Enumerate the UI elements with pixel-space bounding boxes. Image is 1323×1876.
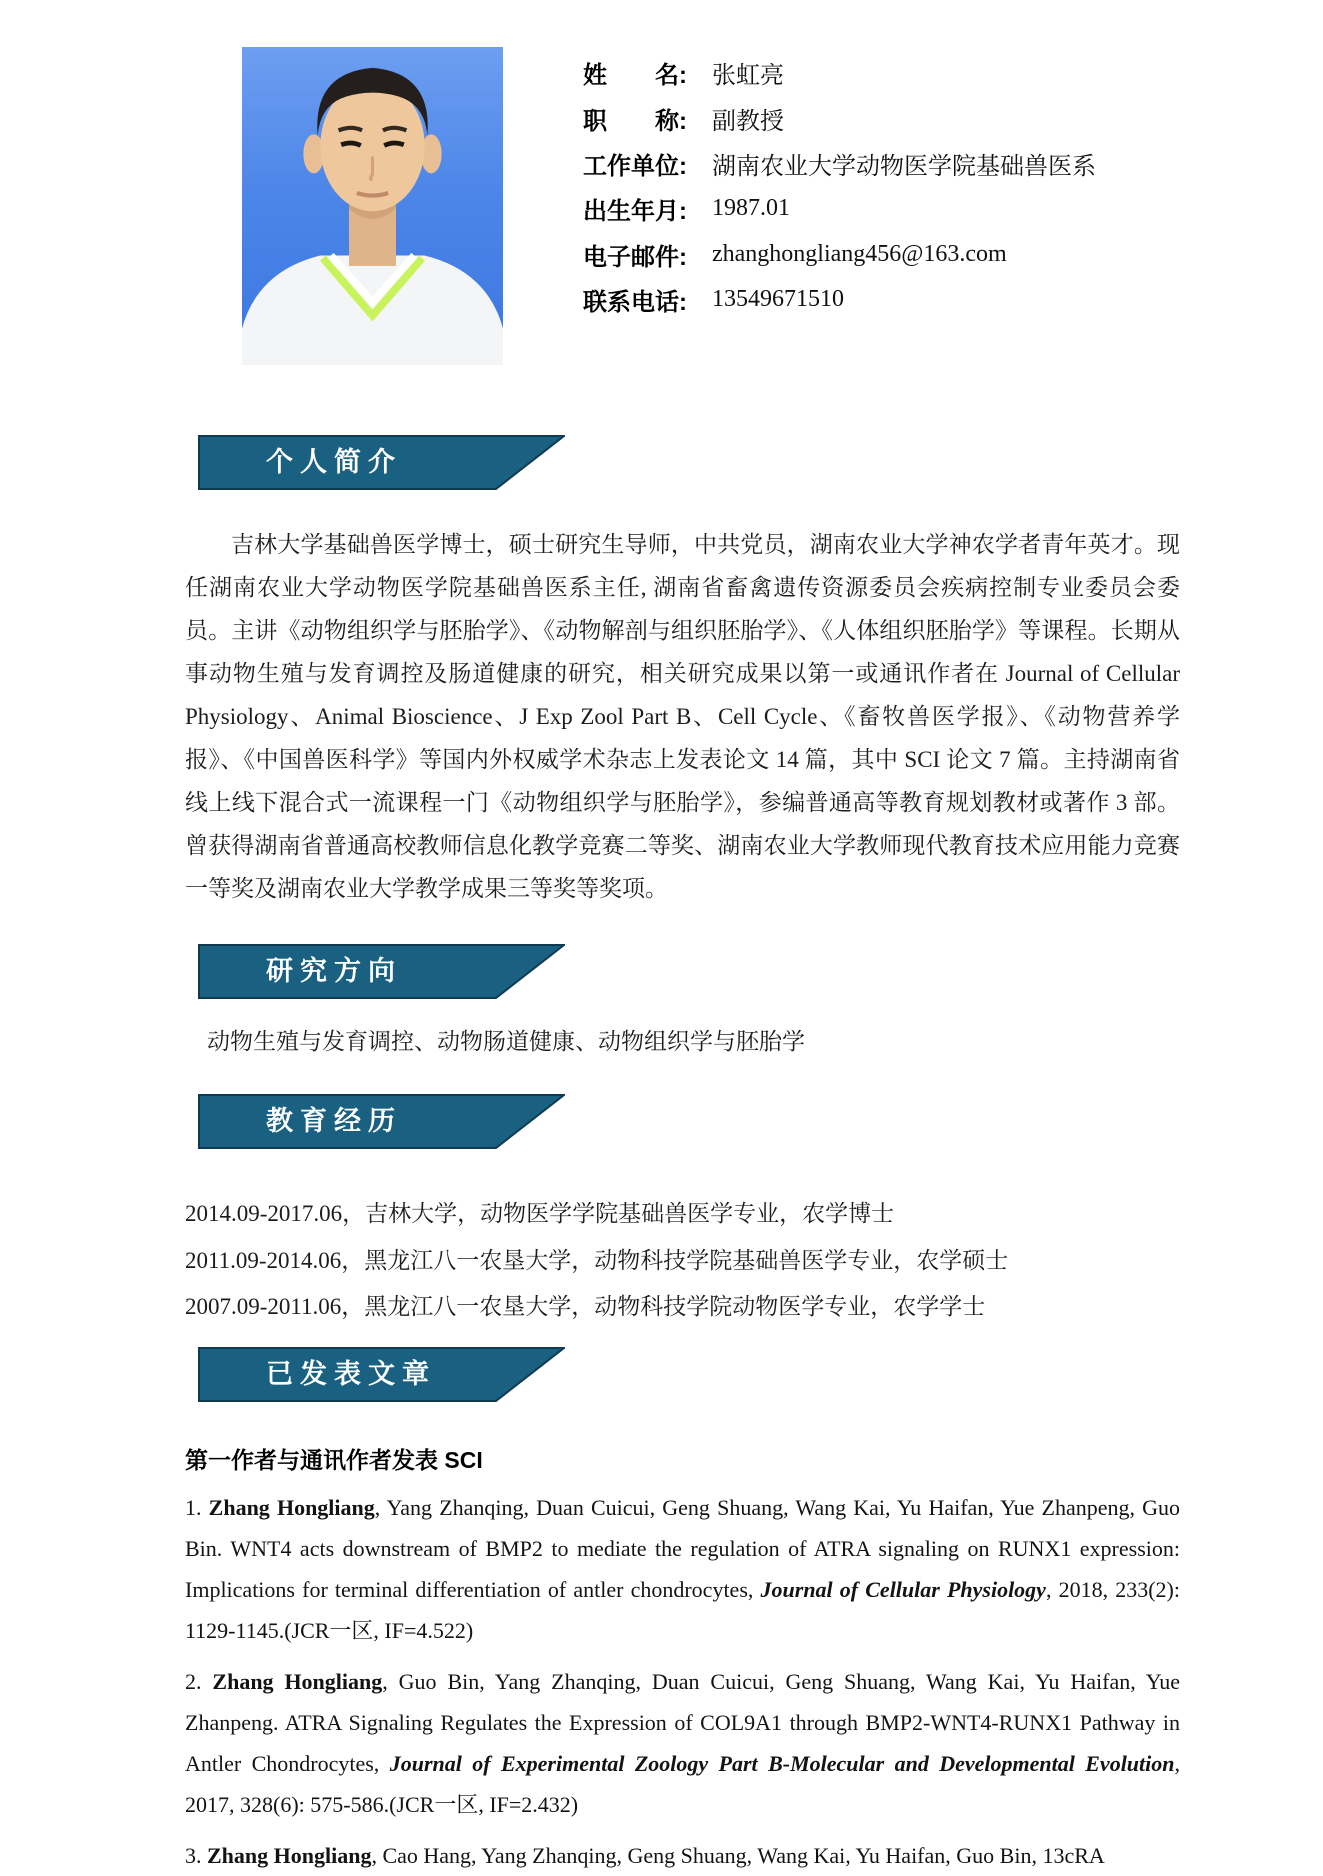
section-banner-research <box>198 944 565 999</box>
publication-item <box>185 1661 1180 1825</box>
publication-list <box>185 1487 1180 1876</box>
section-title-research: 研究方向 <box>266 956 402 986</box>
field-name-value: 张虹亮 <box>712 63 784 90</box>
publication-item <box>185 1487 1180 1651</box>
publication-number: 3. <box>185 1842 207 1868</box>
publication-citation: , 2017, 328(6): 575-586.(JCR一区, IF=2.432) <box>185 1750 1181 1817</box>
research-directions: 动物生殖与发育调控、动物肠道健康、动物组织学与胚胎学 <box>207 1029 805 1054</box>
portrait-photo <box>242 47 503 365</box>
section-title-publications: 已发表文章 <box>266 1358 436 1389</box>
publication-number: 1. <box>185 1494 209 1520</box>
publication-item <box>185 1835 1180 1876</box>
intro-paragraph: 吉林大学基础兽医学博士，硕士研究生导师，中共党员，湖南农业大学神农学者青年英才。现任湖南农业大学动物医学院基础兽医系主任, 湖南省畜禽遗传资源委员会疾病控制专业委员会委员。主讲《动物组织学与胚胎学》、《动物解剖与组织胚胎学》、《人体组织胚胎学》等课程。长期从事动物生殖与发育调控及肠道健康的研究，相关研究成果以第一或通讯作者在 Journal of Cellular Physiology、Animal Bioscience、J Exp Zool Part B、Cell Cycle、《畜牧兽医学报》、《动物营养学报》、《中国兽医科学》等国内外权威学术杂志上发表论文 14 篇，其中 SCI 论文 7 篇。主持湖南省线上线下混合式一流课程一门《动物组织学与胚胎学》，参编普通高等教育规划教材或著作 3 部。曾获得湖南省普通高校教师信息化教学竞赛二等奖、湖南农业大学教师现代教育技术应用能力竞赛一等奖及湖南农业大学教学成果三等奖等奖项。 <box>185 532 1180 901</box>
field-workunit-value: 湖南农业大学动物医学院基础兽医系 <box>712 153 1096 180</box>
field-email-label: 电子邮件: <box>583 243 687 271</box>
field-email-value: zhanghongliang456@163.com <box>712 240 1007 267</box>
publication-text: , Guo Bin, Yang Zhanqing, Duan Cuicui, Geng Shuang, Wang Kai, Yu Haifan, Yue Zhanpeng. ATRA Signaling Regulates the Expression of COL9A1 through BMP2-WNT4-RUNX1 Pathway in Antler Chondrocytes, <box>185 1668 1181 1776</box>
contact-info <box>583 50 1096 322</box>
field-title-value: 副教授 <box>712 108 784 135</box>
publication-journal: Journal of Experimental Zoology Part B-Molecular and Developmental Evolution <box>389 1750 1175 1776</box>
field-birthdate-value: 1987.01 <box>712 195 790 222</box>
section-title-education: 教育经历 <box>266 1106 402 1136</box>
portrait-illustration <box>242 47 503 365</box>
profile-header <box>0 0 1323 400</box>
publication-text: , Yang Zhanqing, Duan Cuicui, Geng Shuang, Wang Kai, Yu Haifan, Yue Zhanpeng, Guo Bin. WNT4 acts downstream of BMP2 to mediate the regulation of ATRA signaling on RUNX1 expression: Implications for terminal differentiation of antler chondrocytes, <box>185 1494 1181 1602</box>
field-phone <box>583 277 1096 322</box>
section-title-intro: 个人简介 <box>266 447 402 477</box>
field-birthdate <box>583 186 1096 231</box>
field-title-label: 职 称: <box>583 107 687 135</box>
publication-journal: Journal of Cellular Physiology <box>760 1576 1046 1602</box>
field-name-label: 姓 名: <box>583 62 687 90</box>
field-workunit <box>583 141 1096 186</box>
field-birthdate-label: 出生年月: <box>583 198 687 226</box>
field-title <box>583 95 1096 140</box>
section-banner-education <box>198 1094 565 1149</box>
section-banner-publications <box>198 1347 565 1402</box>
education-list <box>185 1191 1180 1331</box>
publication-authors: Zhang Hongliang <box>212 1668 383 1694</box>
education-entry: 2014.09-2017.06，吉林大学，动物医学学院基础兽医学专业，农学博士 <box>185 1201 895 1226</box>
publication-citation: , 2018, 233(2): 1129-1145.(JCR一区, IF=4.522) <box>185 1576 1180 1643</box>
field-email <box>583 232 1096 277</box>
publications-subheading: 第一作者与通讯作者发表 SCI <box>185 1446 483 1473</box>
field-phone-value: 13549671510 <box>712 286 844 313</box>
field-workunit-label: 工作单位: <box>583 152 687 180</box>
section-banner-intro <box>198 435 565 490</box>
education-entry: 2007.09-2011.06，黑龙江八一农垦大学，动物科技学院动物医学专业，农学学士 <box>185 1294 986 1319</box>
publication-text: , Cao Hang, Yang Zhanqing, Geng Shuang, Wang Kai, Yu Haifan, Guo Bin, 13cRA <box>371 1842 1105 1868</box>
field-name <box>583 50 1096 95</box>
publication-authors: Zhang Hongliang <box>207 1842 372 1868</box>
field-phone-label: 联系电话: <box>583 289 687 317</box>
publication-authors: Zhang Hongliang <box>208 1494 375 1520</box>
education-entry: 2011.09-2014.06，黑龙江八一农垦大学，动物科技学院基础兽医学专业，农学硕士 <box>185 1247 1009 1273</box>
publication-number: 2. <box>185 1668 213 1694</box>
